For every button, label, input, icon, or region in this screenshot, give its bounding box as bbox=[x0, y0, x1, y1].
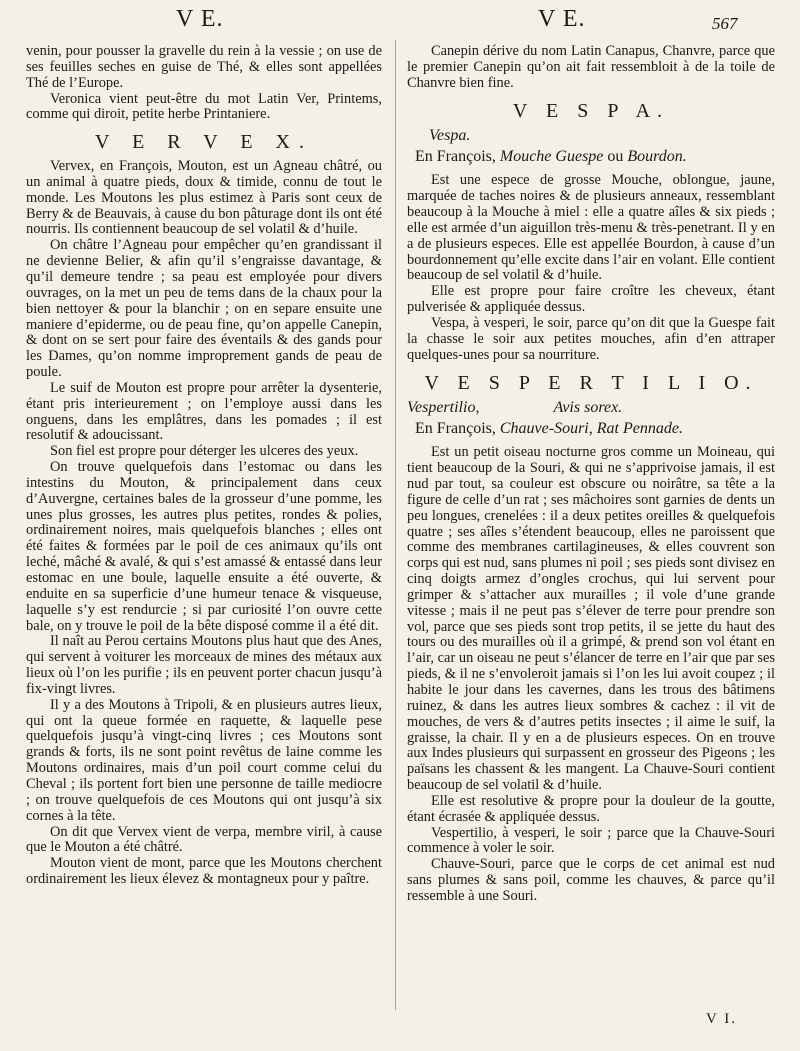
page-number: 567 bbox=[712, 14, 738, 33]
french-prefix: En François, bbox=[415, 148, 496, 166]
latin-name-text: Vespa. bbox=[429, 127, 471, 145]
paragraph: Est un petit oiseau nocturne gros comme un Moineau, qui tient beaucoup de la Souri, & qui ne s’apprivoise jamais, il est nud par tout, sa couleur est obscure ou noirâtre, sa tête a la figure de celle d’un rat ; ses mâchoires sont garnies de dents un peu longues, crenelées : il a deux petites oreilles & quelquefois quatre ; ses aîles s’étendent beaucoup, elles ne paroissent que comme des membranes cartilagineuses, & elles couvrent son corps qui est nud, sans plumes ni poil ; ses pieds sont divisez en cinq doigts armez d’ongles crochus, qui lui servent pour grimper & s’attacher aux murailles ; il vole d’une grande vitesse ; mais il ne peut pas s’élever de terre pour prendre son vol, parce que ses pieds sont trop petits, il se jette du haut des tours ou des murailles où il a grimpé, & prend son vol étant en l’air, car un oiseau ne peut s’élancer de terre en l’air que par ses pieds, & il ne s’envoleroit jamais si l’on les lui avoit coupez ; il habite le jour dans les cavernes, dans les trous des bâtimens ruinez, & dans les autres lieux sombres & cachez : il vit de mouches, de vers & d’autres petits insectes ; il aime le suif, la graisse, la chair. Il y en a de plusieurs especes. On en trouve aux Indes plusieurs qui surpassent en grosseur des Pigeons ; les païsans les chassent & les mangent. La Chauve-Souri contient beaucoup de sel volatil & d’huile. bbox=[407, 444, 775, 794]
paragraph: Canepin dérive du nom Latin Canapus, Chanvre, parce que le premier Canepin qu’on ait fait ressembloit à de la toile de Chanvre bien fine. bbox=[407, 43, 775, 91]
paragraph: Son fiel est propre pour déterger les ulceres des yeux. bbox=[50, 443, 359, 460]
paragraph: Il y a des Moutons à Tripoli, & en plusieurs autres lieux, qui ont la queue formée en raquette, & laquelle pese quelquefois jusqu’à vingt-cinq livres ; ces Moutons sont grands & forts, ils ne sont point revêtus de laine comme les Moutons ordinaires, mais d’un poil court comme celui du Cheval ; ils portent fort bien une personne de taille mediocre ; on trouve quelquefois de ces Moutons qui ont jusqu’à six cornes à la tête. bbox=[26, 696, 382, 824]
paragraph: Elle est propre pour faire croître les cheveux, étant pulverisée & appliquée dessus. bbox=[407, 283, 775, 316]
paragraph: Il naît au Perou certains Moutons plus haut que des Anes, qui servent à voiturer les morceaux de mines des métaux aux lieux où l’on les purifie ; ils en peuvent porter chacun jusqu’à fix-vingt livres. bbox=[26, 633, 382, 697]
paragraph: Vervex, en François, Mouton, est un Agneau châtré, ou un animal à quatre pieds, doux & timide, connu de tout le monde. Les Moutons les plus estimez à Paris sont ceux de Berry & de Beauvais, à cause du bon pâturage dont ils ont été nourris. Ils contiennent beaucoup de sel volatil & d’huile. bbox=[26, 158, 382, 238]
french-alt-name: Bourdon. bbox=[627, 148, 687, 166]
catchword: V I. bbox=[706, 1011, 738, 1027]
latin-name bbox=[407, 397, 775, 418]
paragraph: Est une espece de grosse Mouche, oblongue, jaune, marquée de taches noires & de plusieurs anneaux, ressemblant beaucoup à la Mouche à miel : elle a quatre aîles & six pieds ; elle est armée d’un aiguillon très-menu & très-penetrant. Il y en a de plusieurs especes. Elle est appellée Bourdon, à cause d’un bourdonnement qu’elle excite dans l’air en volant. Elle contient beaucoup de sel volatil & d’huile. bbox=[407, 172, 775, 284]
french-name bbox=[407, 146, 775, 167]
column-divider bbox=[395, 40, 396, 1010]
left-running-head: V E. bbox=[176, 6, 224, 32]
french-name-text: Mouche Guespe bbox=[499, 148, 604, 166]
french-or: ou bbox=[607, 148, 624, 166]
paragraph: venin, pour pousser la gravelle du rein à la vessie ; on use de ses feuilles seches en guise de Thé, & elles sont appellées Thé de l’Europe. bbox=[26, 43, 382, 91]
paragraph: On châtre l’Agneau pour empêcher qu’en grandissant il ne devienne Belier, & afin qu’il s’engraisse davantage, & qu’il demeure tendre ; sa peau est employée pour divers ouvrages, on la met un peu de tems dans de la chaux pour la bien nettoyer & pour la blanchir ; on en separe ensuite une maniere d’epiderme, ou de peau fine, qu’on appelle Canepin, & dont on se sert pour faire des éventails & des gands pour les Dames, qu’on nomme improprement gands de peau de poule. bbox=[26, 237, 382, 381]
paragraph: Veronica vient peut-être du mot Latin Ver, Printems, comme qui diroit, petite herbe Printaniere. bbox=[26, 90, 382, 123]
paragraph: Chauve-Souri, parce que le corps de cet animal est nud sans plumes & sans poil, comme les chauves, & parce qu’il ressemble à une Souri. bbox=[407, 856, 775, 904]
paragraph: Vespa, à vesperi, le soir, parce qu’on dit que la Guespe fait la chasse le soir aux petites mouches, afin d’en attraper quelques-unes pour sa nourriture. bbox=[407, 314, 775, 363]
paragraph: Mouton vient de mont, parce que les Moutons cherchent ordinairement les lieux élevez & montagneux pour y paître. bbox=[26, 855, 382, 888]
left-column bbox=[26, 44, 382, 888]
french-prefix: En François, bbox=[415, 420, 496, 438]
paragraph: Le suif de Mouton est propre pour arrêter la dysenterie, étant pris interieurement ; on l’employe aussi dans les onguens, dans les emplâtres, dans les pomades ; il est resolutif & adoucissant. bbox=[26, 379, 382, 444]
paragraph: On dit que Vervex vient de verpa, membre viril, à cause que le Mouton a été châtré. bbox=[26, 823, 382, 856]
section-title-vervex: V E R V E X. bbox=[94, 131, 314, 154]
paragraph: Vespertilio, à vesperi, le soir ; parce que la Chauve-Souri commence à voler le soir. bbox=[407, 824, 775, 857]
french-name bbox=[407, 418, 775, 439]
section-title-vespa: V E S P A. bbox=[512, 99, 670, 122]
right-running-head: V E. bbox=[538, 6, 586, 32]
right-column bbox=[407, 44, 775, 905]
section-title-vespertilio: V E S P E R T I L I O. bbox=[424, 371, 758, 394]
latin-name bbox=[407, 125, 775, 146]
paragraph: On trouve quelquefois dans l’estomac ou dans les intestins du Mouton, & principalement dans ceux d’Auvergne, certaines bales de la grosseur d’une pomme, les unes plus grosses, les autres plus petites, rondes & polies, ordinairement noires, mais quelquefois blanches ; elles ont été faites & formées par le poil de ces animaux qu’ils ont leché, mâché & avalé, & qui s’est amassé & entassé dans leur estomac en une boule, laquelle ensuite a été ouverte, & enduite en sa superficie d’une humeur tenace & visqueuse, laquelle s’y est rendurcie ; si par curiosité l’on ouvre cette bale, on y trouve le poil de la bête disposé comme il a été dit. bbox=[26, 459, 382, 634]
latin-name-text: Vespertilio, bbox=[407, 399, 480, 417]
french-name-text: Chauve-Souri, Rat Pennade. bbox=[499, 420, 683, 438]
paragraph: Elle est resolutive & propre pour la douleur de la goutte, étant écrasée & appliquée dessus. bbox=[407, 792, 775, 825]
latin-alt-name: Avis sorex. bbox=[553, 399, 623, 417]
